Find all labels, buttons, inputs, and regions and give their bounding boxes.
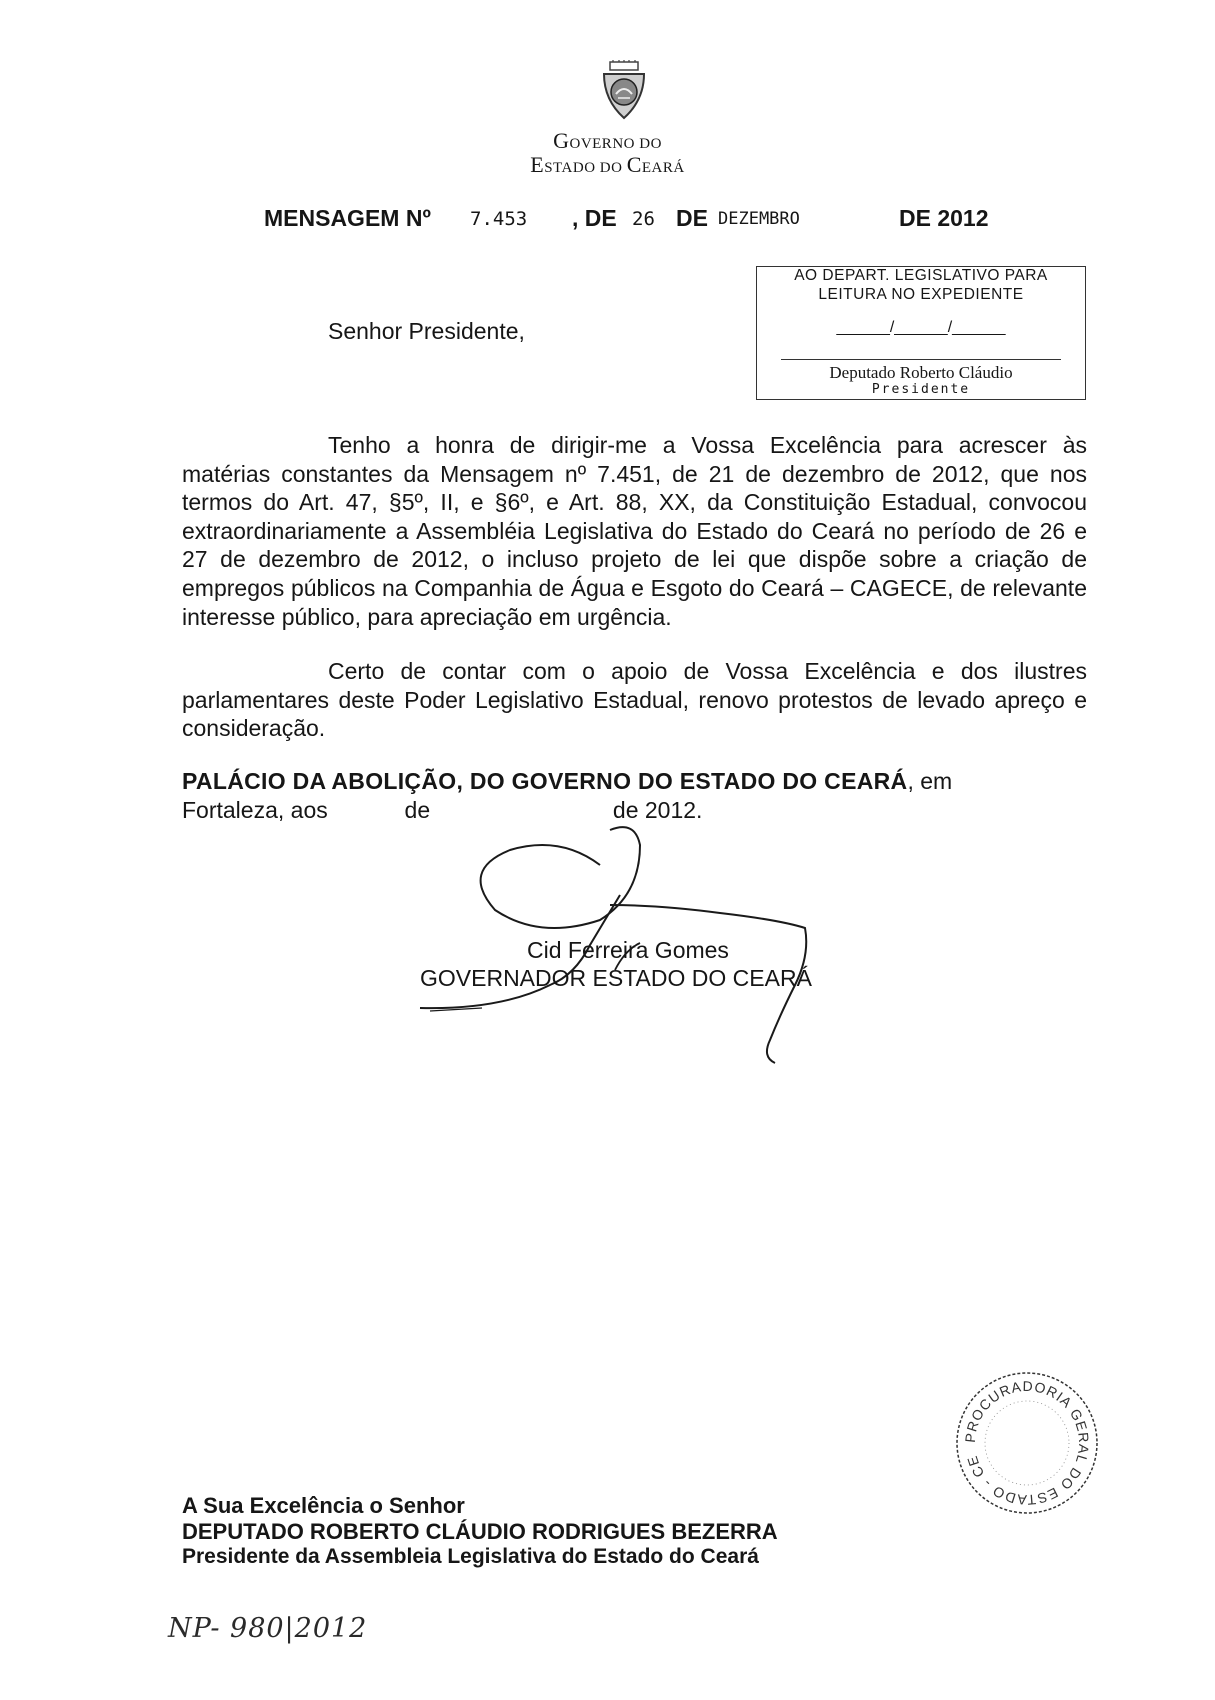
message-label: MENSAGEM Nº (264, 205, 431, 231)
procuradoria-seal (952, 1368, 1102, 1518)
addressee-line1: A Sua Excelência o Senhor (182, 1493, 465, 1518)
stamp-line2: LEITURA NO EXPEDIENTE (818, 286, 1024, 303)
message-day: 26 (632, 208, 655, 230)
legislative-dept-stamp (756, 266, 1086, 400)
message-year: DE 2012 (899, 205, 989, 231)
body-paragraph-1: Tenho a honra de dirigir-me a Vossa Excelência para acrescer às matérias constantes da Mensagem nº 7.451, de 21 de dezembro de 2012, que nos termos do Art. 47, §5º, II, e §6º, e Art. 88, XX, da Constituição Estadual, convocou extraordinariamente a Assembléia Legislativa do Estado do Ceará no período de 26 e 27 de dezembro de 2012, o incluso projeto de lei que dispõe sobre a criação de empregos públicos na Companhia de Água e Esgoto do Ceará – CAGECE, de relevante interesse público, para apreciação em urgência. (182, 432, 1087, 630)
addressee-name: DEPUTADO ROBERTO CLÁUDIO RODRIGUES BEZERRA (182, 1519, 778, 1544)
closing-date-line (182, 797, 702, 824)
closing-palace-line (182, 767, 1087, 796)
svg-text:PROCURADORIA GERAL DO ESTADO - (962, 1378, 1092, 1508)
stamp-date-blank: ______/______/______ (836, 319, 1006, 336)
salutation: Senhor Presidente, (328, 318, 525, 344)
stamp-signature-rule (781, 359, 1061, 360)
palace-tail: , em (907, 768, 953, 794)
letterhead-line2: ESTADO DO CEARÁ (530, 152, 685, 177)
message-de-label-2: DE (676, 205, 708, 231)
signer-name: Cid Ferreira Gomes (527, 937, 729, 963)
message-number: 7.453 (470, 208, 528, 230)
palace-name: PALÁCIO DA ABOLIÇÃO, DO GOVERNO DO ESTADO DO CEARÁ (182, 768, 908, 794)
body-paragraph-2: Certo de contar com o apoio de Vossa Excelência e dos ilustres parlamentares deste Poder Legislativo Estadual, renovo protestos de levado apreço e consideração. (182, 658, 1087, 742)
seal-text: PROCURADORIA GERAL DO ESTADO - CE (961, 1377, 1093, 1509)
letterhead-line1: GOVERNO DO (553, 128, 662, 153)
stamp-name: Deputado Roberto Cláudio (829, 363, 1013, 382)
addressee-role: Presidente da Assembleia Legislativa do Estado do Ceará (182, 1545, 759, 1568)
closing-city: Fortaleza, aos (182, 797, 328, 823)
state-coat-of-arms-icon (600, 60, 648, 122)
message-month: DEZEMBRO (718, 209, 800, 229)
protocol-number: NP- 980|2012 (168, 1613, 368, 1644)
message-de-label: , DE (572, 205, 617, 231)
closing-de: de (404, 797, 431, 823)
stamp-line1: AO DEPART. LEGISLATIVO PARA (794, 267, 1048, 284)
signer-title: GOVERNADOR ESTADO DO CEARÁ (420, 965, 812, 991)
stamp-role: Presidente (871, 382, 971, 397)
closing-year: de 2012. (612, 797, 703, 823)
